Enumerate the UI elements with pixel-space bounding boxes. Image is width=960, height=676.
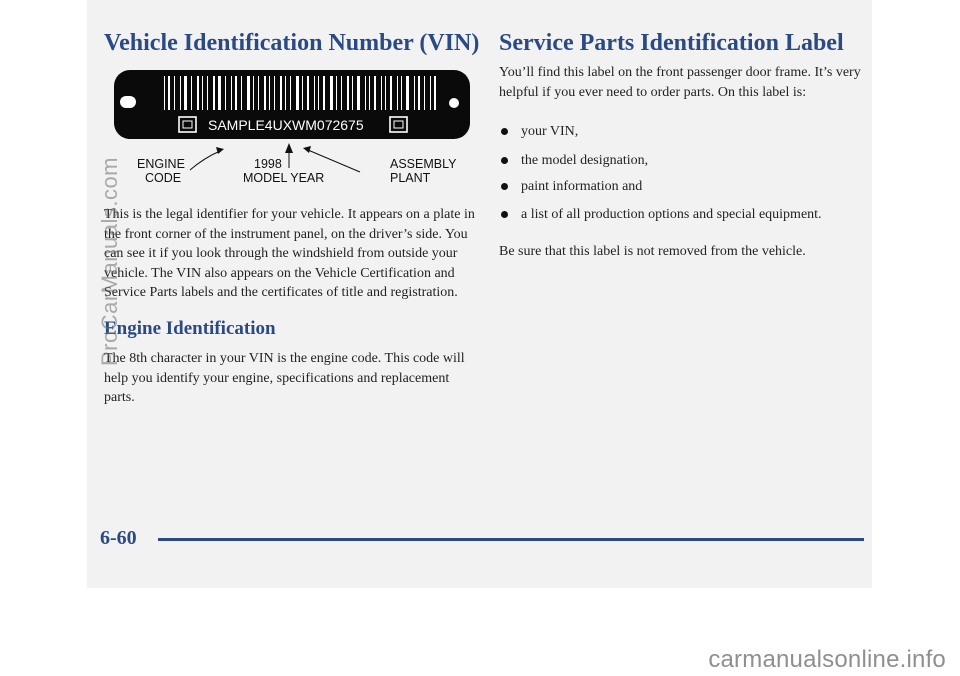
barcode-bar bbox=[285, 76, 286, 110]
engine-label-line1: ENGINE bbox=[137, 157, 185, 171]
barcode-bar bbox=[330, 76, 333, 110]
barcode-bar bbox=[197, 76, 199, 110]
model-year-label: MODEL YEAR bbox=[243, 171, 325, 185]
list-item-text: paint information and bbox=[521, 179, 643, 195]
barcode-bar bbox=[253, 76, 254, 110]
barcode-bar bbox=[323, 76, 325, 110]
barcode-bar bbox=[336, 76, 337, 110]
service-parts-warning: Be sure that this label is not removed from the vehicle. bbox=[499, 244, 806, 259]
barcode-bar bbox=[202, 76, 203, 110]
barcode-bar bbox=[280, 76, 282, 110]
vin-number: SAMPLE4UXWM072675 bbox=[208, 117, 364, 133]
engine-code-pointer bbox=[190, 151, 220, 170]
barcode-bar bbox=[184, 76, 187, 110]
list-item-text: a list of all production options and special equipment. bbox=[521, 206, 822, 222]
engine-identification-heading: Engine Identification bbox=[104, 318, 276, 339]
list-item bbox=[499, 151, 859, 171]
barcode-bar bbox=[406, 76, 409, 110]
barcode-bar bbox=[381, 76, 382, 110]
barcode-bar bbox=[318, 76, 319, 110]
site-watermark: carmanualsonline.info bbox=[708, 646, 946, 673]
assembly-plant-pointer bbox=[308, 150, 360, 172]
barcode-bar bbox=[218, 76, 221, 110]
barcode-bar bbox=[258, 76, 259, 110]
list-item-text: the model designation, bbox=[521, 152, 649, 168]
engine-identification-text: The 8th character in your VIN is the engine code. This code will help you identify your engine, specifications and replacement parts. bbox=[104, 351, 465, 406]
list-item bbox=[499, 205, 859, 225]
service-parts-list bbox=[499, 122, 859, 224]
vin-plate-figure bbox=[114, 70, 474, 190]
barcode-bar bbox=[225, 76, 226, 110]
barcode-bar bbox=[241, 76, 242, 110]
barcode-bar bbox=[390, 76, 392, 110]
page-number: 6-60 bbox=[100, 527, 137, 549]
list-item bbox=[499, 122, 859, 142]
barcode-bar bbox=[369, 76, 370, 110]
bullet-icon bbox=[501, 211, 508, 218]
assembly-label-line1: ASSEMBLY bbox=[390, 157, 457, 171]
service-parts-section-title: Service Parts Identification Label bbox=[499, 30, 844, 56]
barcode-bar bbox=[296, 76, 299, 110]
barcode-bar bbox=[168, 76, 170, 110]
barcode-bar bbox=[274, 76, 275, 110]
model-year-value: 1998 bbox=[254, 157, 282, 171]
vin-plate-left-slot bbox=[120, 96, 136, 108]
bullet-icon bbox=[501, 183, 508, 190]
vin-plate-right-rivet bbox=[449, 98, 459, 108]
barcode-bar bbox=[307, 76, 309, 110]
barcode-bar bbox=[174, 76, 175, 110]
bullet-icon bbox=[501, 157, 508, 164]
barcode-bar bbox=[235, 76, 237, 110]
barcode-bar bbox=[365, 76, 366, 110]
barcode-bar bbox=[357, 76, 360, 110]
barcode-bar bbox=[231, 76, 232, 110]
side-watermark: ProCarManuals.com bbox=[97, 156, 122, 366]
barcode-bar bbox=[269, 76, 270, 110]
service-parts-intro: You’ll find this label on the front passenger door frame. It’s very helpful if you ever need to order parts. On this label is: bbox=[499, 65, 861, 100]
barcode-bar bbox=[264, 76, 266, 110]
barcode-bar bbox=[341, 76, 342, 110]
barcode-bar bbox=[430, 76, 431, 110]
barcode-bar bbox=[385, 76, 386, 110]
assembly-label-line2: PLANT bbox=[390, 171, 431, 185]
barcode-bar bbox=[290, 76, 291, 110]
barcode-bar bbox=[314, 76, 315, 110]
list-item bbox=[499, 177, 859, 197]
barcode-bar bbox=[347, 76, 349, 110]
barcode-bar bbox=[401, 76, 402, 110]
barcode-bar bbox=[247, 76, 250, 110]
barcode-bar bbox=[418, 76, 420, 110]
barcode-bar bbox=[207, 76, 208, 110]
vin-description: This is the legal identifier for your vehicle. It appears on a plate in the front corner of the instrument panel, on the driver’s side. You can see it if you look through the windshield from outside your vehicle. The VIN also appears on the Vehicle Certification and Service Parts labels and the certificates of title and registration. bbox=[104, 207, 475, 301]
barcode-bar bbox=[164, 76, 165, 110]
engine-label-line2: CODE bbox=[145, 171, 182, 185]
vin-section-title: Vehicle Identification Number (VIN) bbox=[104, 30, 480, 56]
barcode-bar bbox=[180, 76, 181, 110]
barcode-bar bbox=[302, 76, 303, 110]
barcode-bar bbox=[352, 76, 353, 110]
list-item-text: your VIN, bbox=[521, 124, 579, 139]
barcode-bar bbox=[424, 76, 425, 110]
barcode-bar bbox=[434, 76, 436, 110]
barcode-bar bbox=[414, 76, 415, 110]
barcode-bar bbox=[213, 76, 215, 110]
barcode-bar bbox=[397, 76, 398, 110]
barcode-bar bbox=[374, 76, 376, 110]
bullet-icon bbox=[501, 128, 508, 135]
footer-rule bbox=[158, 538, 864, 541]
barcode-bar bbox=[191, 76, 192, 110]
